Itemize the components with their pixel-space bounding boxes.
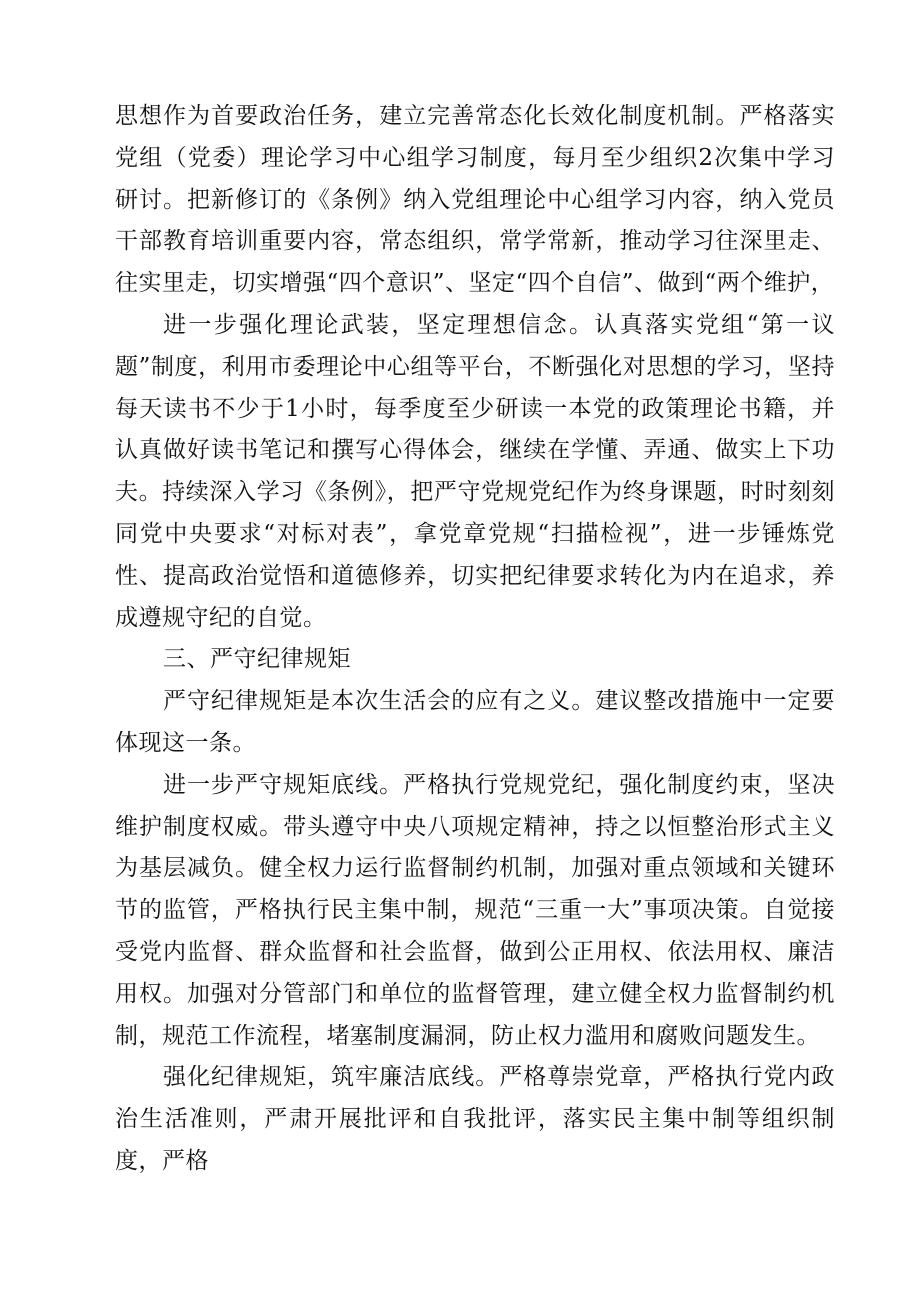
paragraph-rules-bottom-line: 进一步严守规矩底线。严格执行党规党纪，强化制度约束，坚决维护制度权威。带头遵守中央八项规定精神，持之以恒整治形式主义为基层减负。健全权力运行监督制约机制，加强对重点领域和关键环节的监管，严格执行民主集中制，规范“三重一大”事项决策。自觉接受党内监督、群众监督和社会监督，做到公正用权、依法用权、廉洁用权。加强对分管部门和单位的监督管理，建立健全权力监督制约机制，规范工作流程，堵塞制度漏洞，防止权力滥用和腐败问题发生。 [115, 771, 835, 1049]
paragraph-discipline-intro: 严守纪律规矩是本次生活会的应有之义。建议整改措施中一定要体现这一条。 [115, 688, 835, 756]
section-heading-discipline: 三、严守纪律规矩 [163, 646, 351, 673]
paragraph-integrity-bottom-line: 强化纪律规矩，筑牢廉洁底线。严格尊崇党章，严格执行党内政治生活准则，严肃开展批评和自我批评，落实民主集中制等组织制度，严格 [115, 1064, 835, 1174]
paragraph-theory-armament: 进一步强化理论武装，坚定理想信念。认真落实党组“第一议题”制度，利用市委理论中心组等平台，不断强化对思想的学习，坚持每天读书不少于1小时，每季度至少研读一本党的政策理论书籍，并认真做好读书笔记和撰写心得体会，继续在学懂、弄通、做实上下功夫。持续深入学习《条例》，把严守党规党纪作为终身课题，时时刻刻同党中央要求“对标对表”，拿党章党规“扫描检视”，进一步锤炼党性、提高政治觉悟和道德修养，切实把纪律要求转化为内在追求，养成遵规守纪的自觉。 [115, 311, 835, 631]
document-body [115, 96, 835, 1183]
paragraph-continuation: 思想作为首要政治任务，建立完善常态化长效化制度机制。严格落实党组（党委）理论学习中心组学习制度，每月至少组织2次集中学习研讨。把新修订的《条例》纳入党组理论中心组学习内容，纳入党员干部教育培训重要内容，常态组织，常学常新，推动学习往深里走、往实里走，切实增强“四个意识”、坚定“四个自信”、做到“两个维护， [115, 103, 835, 297]
